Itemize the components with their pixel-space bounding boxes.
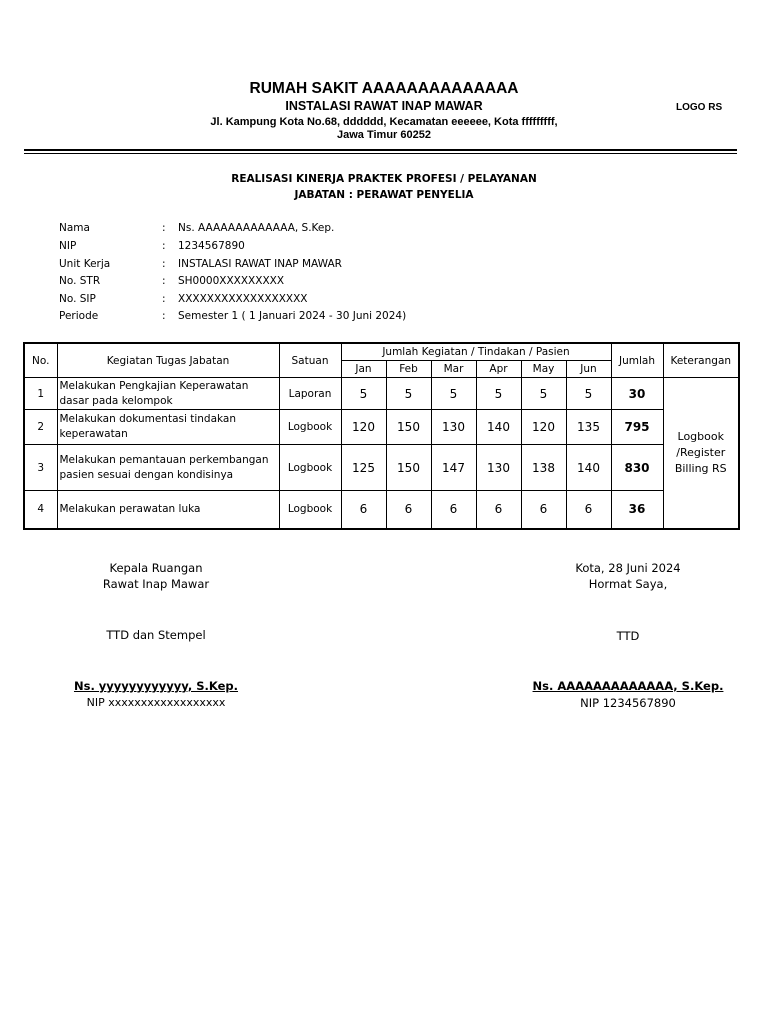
cell-month-value: 6 (476, 491, 521, 529)
header-total: Jumlah (611, 343, 663, 378)
document-title (0, 171, 768, 203)
info-row-sip (59, 293, 479, 305)
cell-month-value: 6 (341, 491, 386, 529)
cell-unit: Logbook (279, 410, 341, 445)
cell-month-value: 5 (341, 378, 386, 410)
header-month: Mar (431, 361, 476, 378)
cell-total: 30 (611, 378, 663, 410)
header-divider-thick (24, 149, 737, 151)
title-line-2: JABATAN : PERAWAT PENYELIA (294, 189, 474, 201)
info-separator: : (162, 310, 166, 322)
cell-unit: Logbook (279, 491, 341, 529)
title-line-1: REALISASI KINERJA PRAKTEK PROFESI / PELAYANAN (231, 173, 537, 185)
signature-right-date: Kota, 28 Juni 2024 (575, 561, 681, 575)
header-month: Jan (341, 361, 386, 378)
info-label: Periode (59, 310, 99, 322)
cell-month-value: 150 (386, 410, 431, 445)
address-line-2: Jawa Timur 60252 (337, 129, 431, 141)
signature-right-nip: NIP 1234567890 (580, 696, 676, 710)
signature-right-name: Ns. AAAAAAAAAAAAA, S.Kep. (532, 679, 724, 693)
address-line-1: Jl. Kampung Kota No.68, dddddd, Kecamatan eeeeee, Kota fffffffff, (210, 116, 558, 128)
table-row (24, 445, 739, 491)
cell-note: Logbook /Register Billing RS (663, 378, 739, 529)
header-no: No. (24, 343, 57, 378)
cell-month-value: 140 (476, 410, 521, 445)
cell-month-value: 120 (521, 410, 566, 445)
cell-no: 4 (24, 491, 57, 529)
info-row-unit-kerja (59, 258, 479, 270)
signature-left-nip: NIP xxxxxxxxxxxxxxxxxx (86, 696, 226, 709)
signature-left-unit: Rawat Inap Mawar (102, 577, 210, 591)
cell-unit: Logbook (279, 445, 341, 491)
info-value: 1234567890 (178, 240, 245, 252)
header-month: Jun (566, 361, 611, 378)
info-label: Nama (59, 222, 90, 234)
hospital-name: RUMAH SAKIT AAAAAAAAAAAAAA (249, 80, 519, 97)
info-label: No. STR (59, 275, 101, 287)
info-value: XXXXXXXXXXXXXXXXXX (178, 293, 308, 305)
cell-month-value: 5 (431, 378, 476, 410)
table-row (24, 410, 739, 445)
signature-left-title: Kepala Ruangan (109, 561, 203, 575)
info-label: No. SIP (59, 293, 96, 305)
header-month: Apr (476, 361, 521, 378)
header-unit: Satuan (279, 343, 341, 378)
cell-activity: Melakukan pemantauan perkembangan pasien sesuai dengan kondisinya (57, 445, 279, 491)
cell-month-value: 5 (521, 378, 566, 410)
info-row-str (59, 275, 479, 287)
info-separator: : (162, 222, 166, 234)
cell-no: 1 (24, 378, 57, 410)
signature-left-sign: TTD dan Stempel (106, 628, 206, 642)
cell-activity: Melakukan perawatan luka (57, 491, 279, 529)
cell-month-value: 125 (341, 445, 386, 491)
cell-total: 830 (611, 445, 663, 491)
cell-month-value: 6 (566, 491, 611, 529)
info-label: NIP (59, 240, 77, 252)
table-row (24, 491, 739, 529)
cell-month-value: 130 (431, 410, 476, 445)
cell-month-value: 6 (431, 491, 476, 529)
cell-month-value: 150 (386, 445, 431, 491)
info-separator: : (162, 258, 166, 270)
cell-month-value: 6 (521, 491, 566, 529)
cell-no: 3 (24, 445, 57, 491)
signature-right-sign: TTD (616, 629, 640, 643)
info-separator: : (162, 293, 166, 305)
cell-month-value: 5 (386, 378, 431, 410)
info-label: Unit Kerja (59, 258, 111, 270)
header-month: May (521, 361, 566, 378)
cell-activity: Melakukan dokumentasi tindakan keperawatan (57, 410, 279, 445)
header-note: Keterangan (663, 343, 739, 378)
cell-unit: Laporan (279, 378, 341, 410)
activity-table (23, 342, 740, 530)
info-separator: : (162, 240, 166, 252)
table-row (24, 378, 739, 410)
cell-month-value: 140 (566, 445, 611, 491)
info-value: INSTALASI RAWAT INAP MAWAR (178, 258, 342, 270)
logo-placeholder: LOGO RS (676, 102, 723, 113)
cell-month-value: 147 (431, 445, 476, 491)
cell-activity: Melakukan Pengkajian Keperawatan dasar pada kelompok (57, 378, 279, 410)
cell-total: 36 (611, 491, 663, 529)
signature-right (518, 560, 738, 592)
signature-left (56, 560, 256, 592)
info-row-nip (59, 240, 479, 252)
info-row-nama (59, 222, 479, 234)
info-value: Ns. AAAAAAAAAAAAA, S.Kep. (178, 222, 335, 234)
cell-total: 795 (611, 410, 663, 445)
cell-month-value: 130 (476, 445, 521, 491)
cell-no: 2 (24, 410, 57, 445)
cell-month-value: 138 (521, 445, 566, 491)
signature-right-greeting: Hormat Saya, (588, 577, 668, 591)
info-row-periode (59, 310, 479, 322)
info-separator: : (162, 275, 166, 287)
cell-month-value: 6 (386, 491, 431, 529)
header-divider-thin (24, 153, 737, 154)
info-value: SH0000XXXXXXXXX (178, 275, 285, 287)
hospital-unit: INSTALASI RAWAT INAP MAWAR (285, 99, 483, 113)
cell-month-value: 120 (341, 410, 386, 445)
hospital-address (150, 116, 618, 142)
table-header-row (24, 343, 739, 361)
cell-month-value: 135 (566, 410, 611, 445)
signature-left-name: Ns. yyyyyyyyyyyy, S.Kep. (73, 679, 239, 693)
header-activity-count: Jumlah Kegiatan / Tindakan / Pasien (341, 343, 611, 361)
info-value: Semester 1 ( 1 Januari 2024 - 30 Juni 2024) (178, 310, 407, 322)
cell-month-value: 5 (566, 378, 611, 410)
cell-month-value: 5 (476, 378, 521, 410)
header-activity: Kegiatan Tugas Jabatan (57, 343, 279, 378)
header-month: Feb (386, 361, 431, 378)
